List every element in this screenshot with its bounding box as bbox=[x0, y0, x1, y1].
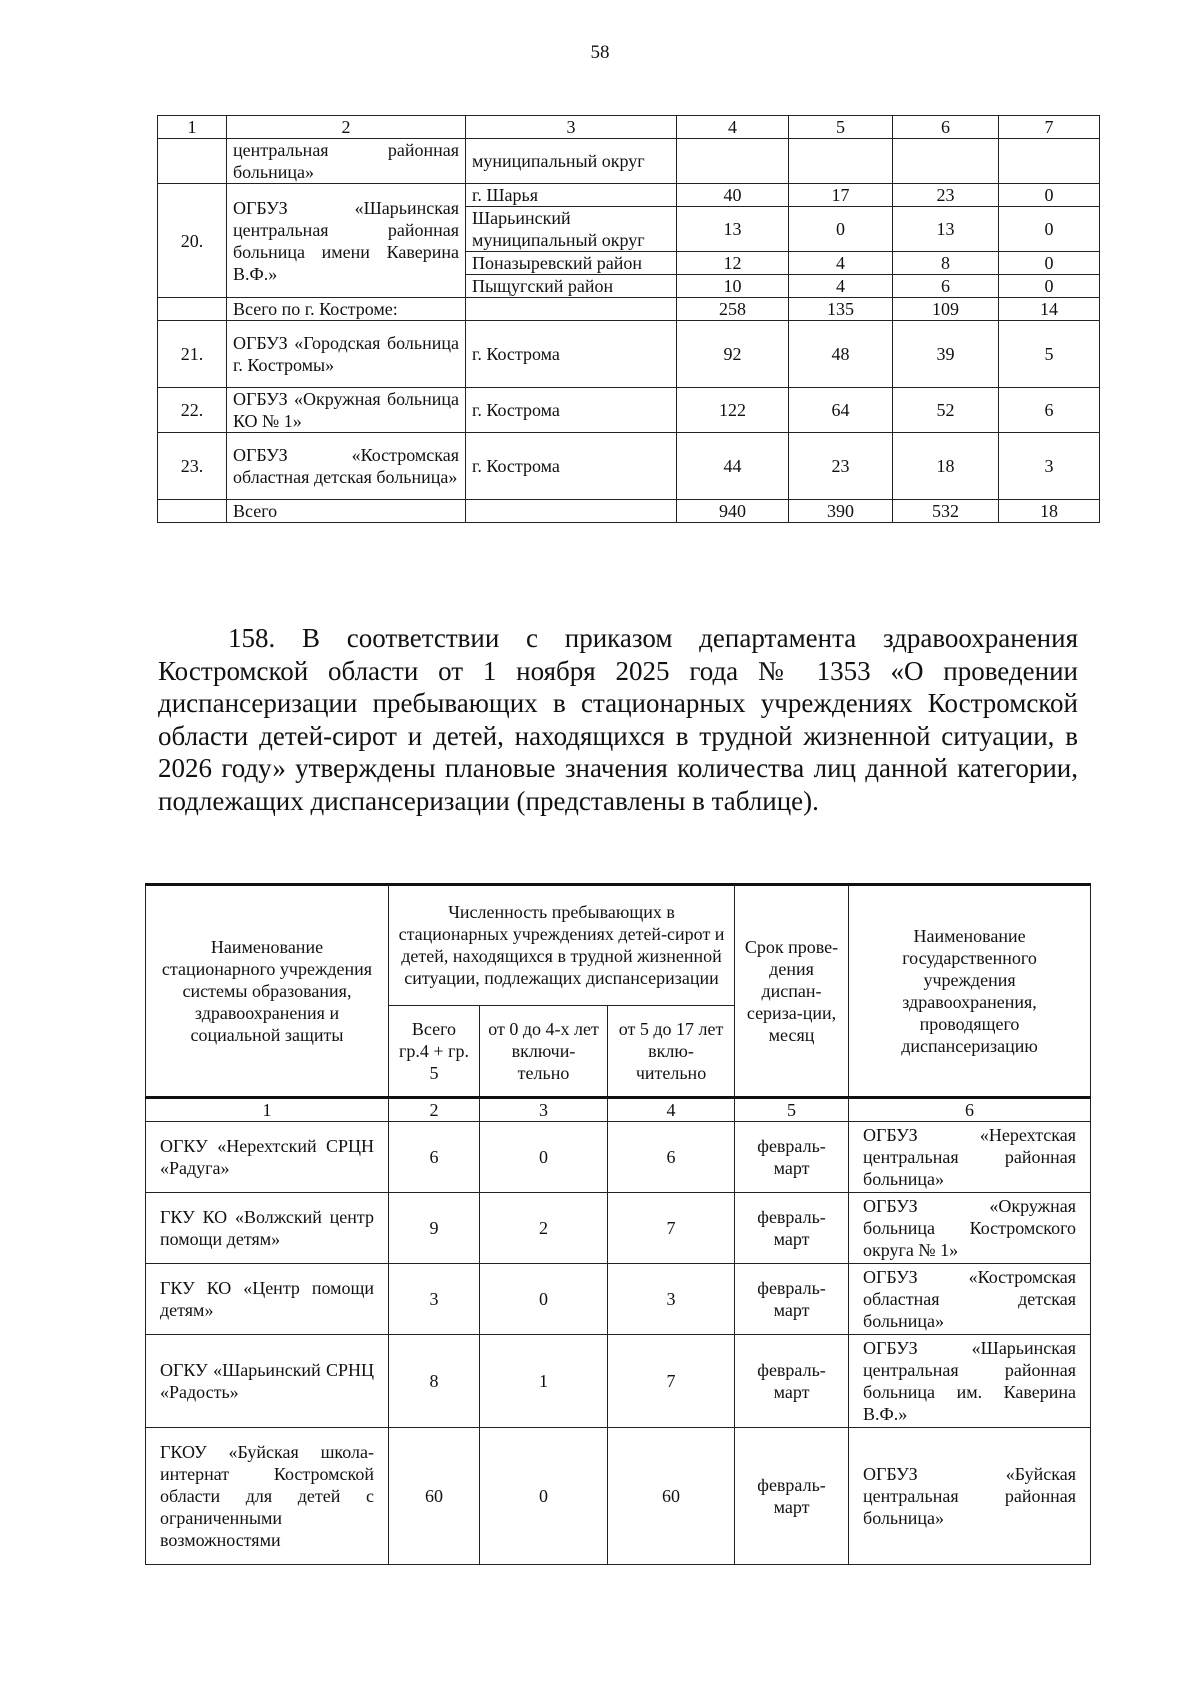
value-cell: 14 bbox=[999, 298, 1100, 321]
area-name: Шарьинский муниципальный округ bbox=[466, 207, 677, 252]
value-cell: 23 bbox=[789, 433, 893, 500]
value-cell: 10 bbox=[677, 275, 789, 298]
row-number: 20. bbox=[158, 184, 227, 298]
value-cell: 0 bbox=[999, 184, 1100, 207]
col-num: 7 bbox=[999, 116, 1100, 139]
col-num: 6 bbox=[893, 116, 999, 139]
provider-name: ОГБУЗ «Шарьинская центральная районная больница им. Каверина В.Ф.» bbox=[849, 1335, 1091, 1428]
col-num: 1 bbox=[146, 1098, 389, 1122]
hospitals-table bbox=[157, 115, 1100, 523]
value-cell: 40 bbox=[677, 184, 789, 207]
value-cell: 8 bbox=[893, 252, 999, 275]
value-cell: 60 bbox=[608, 1428, 735, 1565]
table-row bbox=[158, 139, 1100, 184]
row-number: 23. bbox=[158, 433, 227, 500]
page-number: 58 bbox=[590, 42, 610, 63]
hospital-name: ОГБУЗ «Костромская областная детская больница» bbox=[227, 433, 466, 500]
table-row bbox=[146, 1122, 1091, 1193]
value-cell: 0 bbox=[480, 1264, 608, 1335]
subtotal-label: Всего по г. Костроме: bbox=[227, 298, 466, 321]
value-cell: 5 bbox=[999, 321, 1100, 388]
value-cell: 17 bbox=[789, 184, 893, 207]
value-cell: 7 bbox=[608, 1193, 735, 1264]
value-cell: 3 bbox=[389, 1264, 480, 1335]
institution-name: ГКУ КО «Центр помощи детям» bbox=[146, 1264, 389, 1335]
value-cell: 6 bbox=[893, 275, 999, 298]
provider-name: ОГБУЗ «Костромская областная детская больница» bbox=[849, 1264, 1091, 1335]
value-cell: 52 bbox=[893, 388, 999, 433]
value-cell: 7 bbox=[608, 1335, 735, 1428]
header-count: Численность пребывающих в стационарных учреждениях детей-сирот и детей, находящихся в трудной жизненной ситуации, подлежащих диспансеризации bbox=[389, 885, 735, 1006]
hospital-name: ОГБУЗ «Окружная больница КО № 1» bbox=[227, 388, 466, 433]
row-number: 21. bbox=[158, 321, 227, 388]
value-cell: 1 bbox=[480, 1335, 608, 1428]
value-cell: 60 bbox=[389, 1428, 480, 1565]
subtotal-row bbox=[158, 298, 1100, 321]
institution-name: ОГКУ «Нерехтский СРЦН «Радуга» bbox=[146, 1122, 389, 1193]
term-cell: февраль-март bbox=[735, 1264, 849, 1335]
value-cell: 64 bbox=[789, 388, 893, 433]
value-cell: 3 bbox=[608, 1264, 735, 1335]
area-name: г. Шарья bbox=[466, 184, 677, 207]
table-row bbox=[146, 1264, 1091, 1335]
value-cell: 0 bbox=[789, 207, 893, 252]
table-row bbox=[146, 1335, 1091, 1428]
dispensary-table bbox=[145, 883, 1091, 1565]
value-cell: 0 bbox=[480, 1428, 608, 1565]
value-cell: 390 bbox=[789, 500, 893, 523]
value-cell: 18 bbox=[893, 433, 999, 500]
col-num: 3 bbox=[466, 116, 677, 139]
value-cell: 9 bbox=[389, 1193, 480, 1264]
value-cell: 122 bbox=[677, 388, 789, 433]
col-num: 2 bbox=[227, 116, 466, 139]
hospital-name: центральная районная больница» bbox=[227, 139, 466, 184]
header-total: Всего гр.4 + гр. 5 bbox=[389, 1005, 480, 1097]
value-cell: 18 bbox=[999, 500, 1100, 523]
value-cell: 0 bbox=[999, 207, 1100, 252]
value-cell: 940 bbox=[677, 500, 789, 523]
column-number-row bbox=[146, 1098, 1091, 1122]
term-cell: февраль-март bbox=[735, 1428, 849, 1565]
area-name: г. Кострома bbox=[466, 321, 677, 388]
area-name: муниципальный округ bbox=[466, 139, 677, 184]
value-cell: 8 bbox=[389, 1335, 480, 1428]
provider-name: ОГБУЗ «Буйская центральная районная больница» bbox=[849, 1428, 1091, 1565]
table-header-row bbox=[158, 116, 1100, 139]
value-cell: 4 bbox=[789, 252, 893, 275]
value-cell: 532 bbox=[893, 500, 999, 523]
value-cell: 258 bbox=[677, 298, 789, 321]
value-cell: 92 bbox=[677, 321, 789, 388]
value-cell: 44 bbox=[677, 433, 789, 500]
header-age-0-4: от 0 до 4-х лет включи-тельно bbox=[480, 1005, 608, 1097]
value-cell: 39 bbox=[893, 321, 999, 388]
value-cell: 0 bbox=[999, 275, 1100, 298]
table-row bbox=[146, 1193, 1091, 1264]
term-cell: февраль-март bbox=[735, 1335, 849, 1428]
value-cell: 109 bbox=[893, 298, 999, 321]
total-label: Всего bbox=[227, 500, 466, 523]
value-cell: 13 bbox=[677, 207, 789, 252]
header-term: Срок прове-дения диспан-сериза-ции, месяц bbox=[735, 885, 849, 1098]
value-cell: 12 bbox=[677, 252, 789, 275]
header-age-5-17: от 5 до 17 лет вклю-чительно bbox=[608, 1005, 735, 1097]
col-num: 6 bbox=[849, 1098, 1091, 1122]
area-name: Пыщугский район bbox=[466, 275, 677, 298]
header-institution: Наименование стационарного учреждения системы образования, здравоохранения и социальной защиты bbox=[146, 885, 389, 1098]
col-num: 5 bbox=[789, 116, 893, 139]
value-cell: 135 bbox=[789, 298, 893, 321]
col-num: 4 bbox=[677, 116, 789, 139]
institution-name: ГКУ КО «Волжский центр помощи детям» bbox=[146, 1193, 389, 1264]
body-paragraph: 158. В соответствии с приказом департамента здравоохранения Костромской области от 1 ноября 2025 года № 1353 «О проведении диспансеризации пребывающих в стационарных учреждениях Костромской области детей-сирот и детей, находящихся в трудной жизненной ситуации, в 2026 году» утверждены плановые значения количества лиц данной категории, подлежащих диспансеризации (представлены в таблице). bbox=[158, 623, 1078, 816]
table-row bbox=[158, 433, 1100, 500]
provider-name: ОГБУЗ «Окружная больница Костромского округа № 1» bbox=[849, 1193, 1091, 1264]
table-header-row bbox=[146, 885, 1091, 1006]
provider-name: ОГБУЗ «Нерехтская центральная районная больница» bbox=[849, 1122, 1091, 1193]
value-cell: 0 bbox=[480, 1122, 608, 1193]
col-num: 1 bbox=[158, 116, 227, 139]
institution-name: ГКОУ «Буйская школа-интернат Костромской области для детей с ограниченными возможностями bbox=[146, 1428, 389, 1565]
area-name: Поназыревский район bbox=[466, 252, 677, 275]
table-row bbox=[146, 1428, 1091, 1565]
col-num: 4 bbox=[608, 1098, 735, 1122]
value-cell: 0 bbox=[999, 252, 1100, 275]
institution-name: ОГКУ «Шарьинский СРНЦ «Радость» bbox=[146, 1335, 389, 1428]
hospital-name: ОГБУЗ «Городская больница г. Костромы» bbox=[227, 321, 466, 388]
value-cell: 23 bbox=[893, 184, 999, 207]
area-name: г. Кострома bbox=[466, 388, 677, 433]
value-cell: 3 bbox=[999, 433, 1100, 500]
col-num: 5 bbox=[735, 1098, 849, 1122]
value-cell: 6 bbox=[389, 1122, 480, 1193]
term-cell: февраль-март bbox=[735, 1122, 849, 1193]
table-row bbox=[158, 184, 1100, 207]
term-cell: февраль-март bbox=[735, 1193, 849, 1264]
value-cell: 6 bbox=[999, 388, 1100, 433]
header-provider: Наименование государственного учреждения здравоохранения, проводящего диспансеризацию bbox=[849, 885, 1091, 1098]
row-number: 22. bbox=[158, 388, 227, 433]
table-row bbox=[158, 321, 1100, 388]
total-row bbox=[158, 500, 1100, 523]
value-cell: 4 bbox=[789, 275, 893, 298]
value-cell: 13 bbox=[893, 207, 999, 252]
value-cell: 48 bbox=[789, 321, 893, 388]
col-num: 2 bbox=[389, 1098, 480, 1122]
col-num: 3 bbox=[480, 1098, 608, 1122]
hospital-name: ОГБУЗ «Шарьинская центральная районная больница имени Каверина В.Ф.» bbox=[227, 184, 466, 298]
value-cell: 6 bbox=[608, 1122, 735, 1193]
area-name: г. Кострома bbox=[466, 433, 677, 500]
table-row bbox=[158, 388, 1100, 433]
value-cell: 2 bbox=[480, 1193, 608, 1264]
